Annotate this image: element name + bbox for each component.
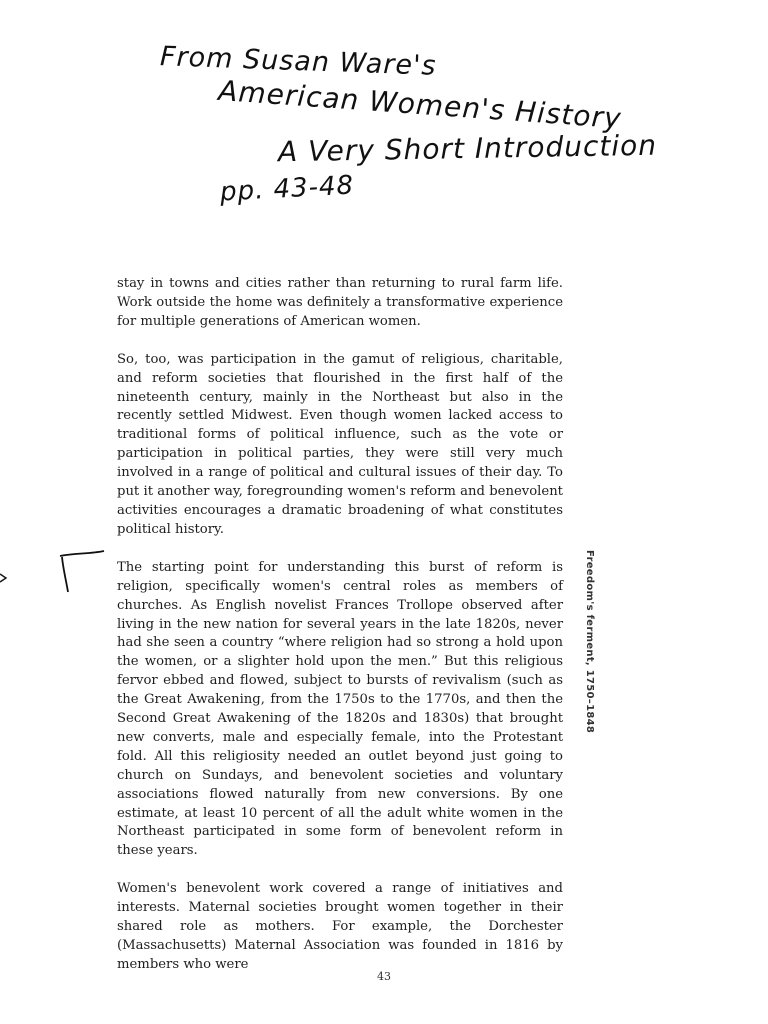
- handwritten-annotation: [150, 40, 670, 220]
- paragraph-3: The starting point for understanding this burst of reform is religion, specifically women's central roles as members of churches. As English novelist Frances Trollope observed after living in the new nation for several years in the late 1820s, never had she seen a country “where religion had so strong a hold upon the women, or a slighter hold upon the men.” But this religious fervor ebbed and flowed, subject to bursts of revivalism (such as the Great Awakening, from the 1750s to the 1770s, and then the Second Great Awakening of the 1820s and 1830s) that brought new converts, male and especially female, into the Protestant fold. All this religiosity needed an outlet beyond just going to church on Sundays, and benevolent societies and voluntary associations flowed naturally from new conversions. By one estimate, at least 10 percent of all the adult white women in the Northeast participated in some form of benevolent reform in these years.: [117, 559, 563, 859]
- main-body-text: [117, 275, 563, 994]
- handwritten-line-subtitle: A Very Short Introduction: [277, 128, 658, 169]
- handwritten-line-source: From Susan Ware's: [159, 41, 438, 82]
- handwritten-line-pages: pp. 43-48: [219, 170, 355, 208]
- paragraph-2: So, too, was participation in the gamut of religious, charitable, and reform societies that flourished in the first half of the nineteenth century, mainly in the Northeast but also in the recently settled Midwest. Even though women lacked access to traditional forms of political influence, such as the vote or participation in political parties, they were still very much involved in a range of political and cultural issues of their day. To put it another way, foregrounding women's reform and benevolent activities encourages a dramatic broadening of what constitutes political history.: [117, 351, 563, 537]
- margin-bracket-mark: [0, 548, 120, 598]
- paragraph-4: Women's benevolent work covered a range of initiatives and interests. Maternal societies brought women together in their shared role as mothers. For example, the Dorchester (Massachusetts) Maternal Association was founded in 1816 by members who were: [117, 881, 563, 972]
- handwritten-line-title: American Women's History: [217, 73, 623, 136]
- running-head: Freedom's ferment, 1750–1848: [584, 550, 595, 734]
- paragraph-1: stay in towns and cities rather than returning to rural farm life. Work outside the home was definitely a transformative experience for multiple generations of American women.: [117, 276, 563, 329]
- page-number: 43: [377, 970, 391, 983]
